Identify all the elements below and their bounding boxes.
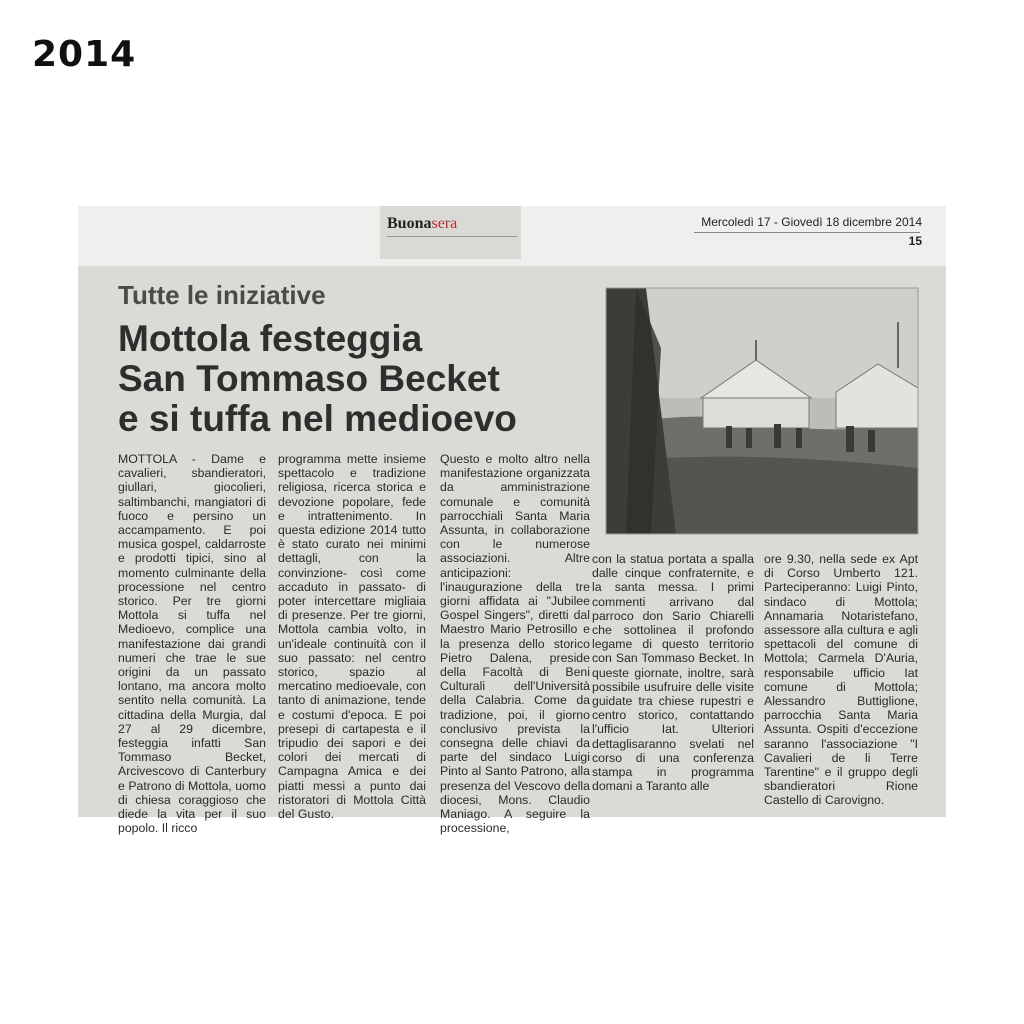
column-text: ore 9.30, nella sede ex Apt di Corso Umberto 121. Parteciperanno: Luigi Pinto, sindaco di Mottola; Annamaria Notaristefano, assessore alla cultura e agli spettacoli del comune di Mottola; Carmela D'Auria, responsabile ufficio Iat comune di Mottola; Alessandro Buttiglione, parrocchia Santa Maria Assunta. Ospiti d'eccezione saranno l'associazione "I Cavalieri de li Terre Tarentine" e il gruppo degli sbandieratori Rione Castello di Carovigno. — [764, 552, 918, 808]
article-column — [592, 552, 754, 793]
headline-line: e si tuffa nel medioevo — [118, 398, 517, 439]
newspaper-name — [380, 206, 521, 259]
dateline-rule — [694, 232, 920, 233]
article-column — [440, 452, 590, 835]
newspaper-name-part2: sera — [431, 215, 458, 232]
headline-line: San Tommaso Becket — [118, 358, 500, 399]
dateline: Mercoledì 17 - Giovedì 18 dicembre 2014 — [701, 215, 922, 229]
article-column — [118, 452, 266, 835]
article-column — [764, 552, 918, 808]
masthead-rule — [387, 236, 517, 237]
column-text: MOTTOLA - Dame e cavalieri, sbandieratori, giullari, giocolieri, saltimbanchi, mangiatori di fuoco e persino un accampamento. E poi musica gospel, caldarroste e prodotti tipici, sino al momento culminante della processione nel centro storico. Per tre giorni Mottola si tuffa nel Medioevo, complice una manifestazione dai grandi numeri che trae le sue origini da un passato lontano, ma ancora molto sentito nella comunità. La cittadina della Murgia, dal 27 al 29 dicembre, festeggia infatti San Tommaso Becket, Arcivescovo di Canterbury e Patrono di Mottola, uomo di chiesa coraggioso che diede la vita per il suo popolo. Il ricco — [118, 452, 266, 836]
article-photo — [606, 288, 918, 534]
year-label: 2014 — [32, 34, 137, 75]
column-text: programma mette insieme spettacolo e tradizione religiosa, ricerca storica e devozione popolare, fede e intrattenimento. In questa edizione 2014 tutto è stato curato nei minimi dettagli, con la convinzione- così come accaduto in passato- di poter intercettare migliaia di presenze. Per tre giorni, Mottola cambia volto, in un'ideale continuità con il suo passato: nel centro storico, spazio al mercatino medioevale, con tanto di animazione, tende e costumi d'epoca. E poi presepi di cartapesta e il tripudio dei sapori e dei colori dei mercati di Campagna Amica e dei piatti messi a punto dai ristoratori di Mottola Città del Gusto. — [278, 452, 426, 822]
newspaper-clipping — [78, 206, 946, 836]
headline — [118, 319, 517, 439]
newspaper-name-part1: Buona — [387, 215, 432, 232]
kicker: Tutte le iniziative — [118, 280, 326, 310]
column-text: Questo e molto altro nella manifestazione organizzata da amministrazione comunale e comunità parrocchiali Santa Maria Assunta, in collaborazione con le numerose associazioni. Altre anticipazioni: l'inaugurazione della tre giorni affidata ai "Jubilee Gospel Singers", diretti dal Maestro Mario Petrosillo e la presenza dello storico Pietro Dalena, preside della Facoltà di Beni Culturali dell'Università della Calabria. Come da tradizione, poi, il giorno conclusivo prevista la consegna delle chiavi da parte del sindaco Luigi Pinto al Santo Patrono, alla presenza del Vescovo della diocesi, Mons. Claudio Maniago. A seguire la processione, — [440, 452, 590, 836]
headline-line: Mottola festeggia — [118, 318, 423, 359]
column-text: con la statua portata a spalla dalle cinque confraternite, e la santa messa. I primi commenti arrivano dal parroco don Sario Chiarelli che sottolinea il profondo legame di questo territorio con San Tommaso Becket. In queste giornate, inoltre, sarà possibile usufruire delle visite guidate tra chiese rupestri e centro storico, contattando l'ufficio Iat. Ulteriori dettaglisaranno svelati nel corso di una conferenza stampa in programma domani a Taranto alle — [592, 552, 754, 794]
article-column — [278, 452, 426, 821]
page-number: 15 — [908, 234, 922, 248]
